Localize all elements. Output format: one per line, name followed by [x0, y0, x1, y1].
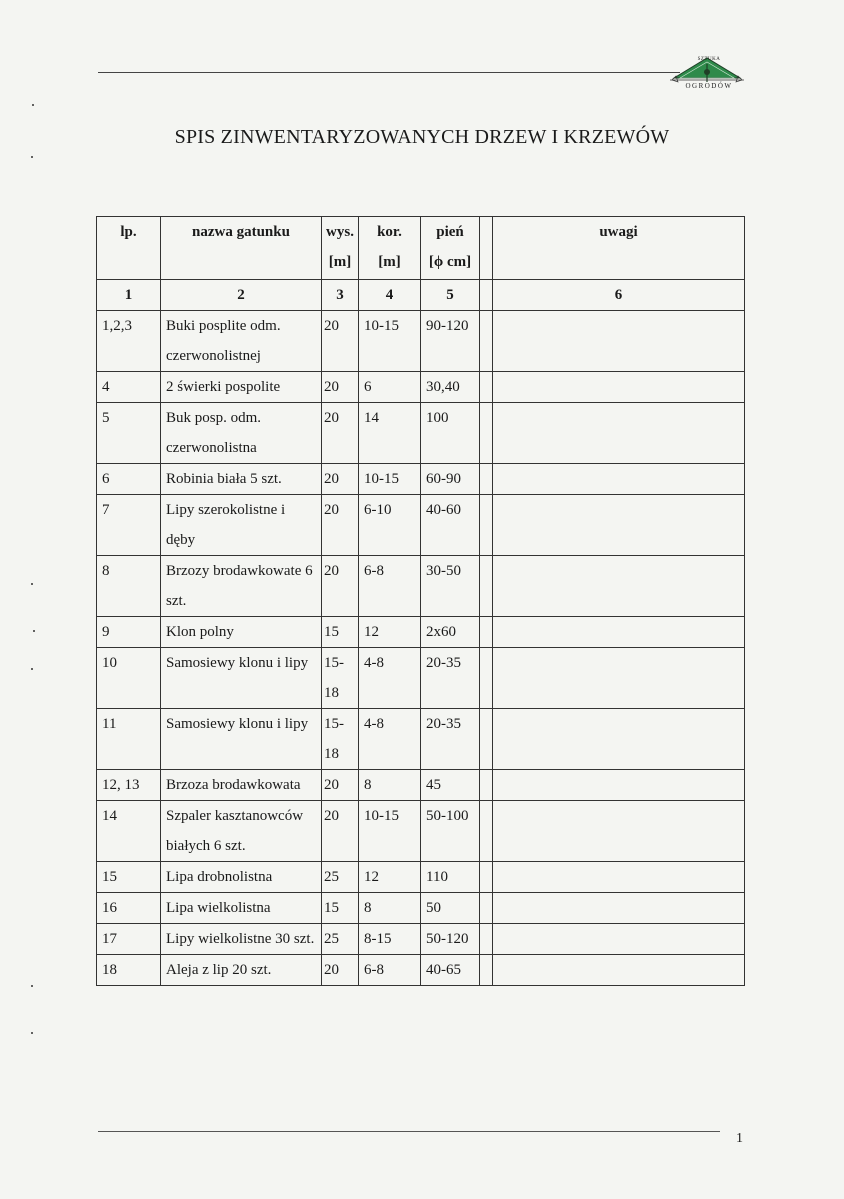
cell-crown: 6-8 [359, 955, 421, 986]
cell-species-name: Lipy wielkolistne 30 szt. [161, 924, 322, 955]
cell-trunk: 110 [421, 862, 480, 893]
header-spacer [480, 217, 493, 280]
table-row [97, 311, 745, 372]
cell-species-name: Lipa wielkolistna [161, 893, 322, 924]
cell-crown: 6 [359, 372, 421, 403]
cell-spacer [480, 311, 493, 372]
cell-trunk: 20-35 [421, 648, 480, 709]
cell-species-name: 2 świerki pospolite [161, 372, 322, 403]
cell-spacer [480, 709, 493, 770]
cell-species-name: Klon polny [161, 617, 322, 648]
scan-speck [31, 583, 33, 585]
scan-speck [31, 1032, 33, 1034]
logo-caption: OGRODÓW [685, 82, 733, 90]
cell-crown: 6-10 [359, 495, 421, 556]
scan-speck [31, 985, 33, 987]
cell-species-name: Brzozy brodawkowate 6 szt. [161, 556, 322, 617]
cell-crown: 12 [359, 862, 421, 893]
cell-lp: 11 [97, 709, 161, 770]
col-num-1: 1 [97, 280, 161, 311]
col-num-2: 2 [161, 280, 322, 311]
cell-trunk: 50-120 [421, 924, 480, 955]
cell-spacer [480, 648, 493, 709]
cell-height: 15-18 [322, 648, 359, 709]
cell-lp: 12, 13 [97, 770, 161, 801]
cell-spacer [480, 403, 493, 464]
table-row [97, 648, 745, 709]
table-row [97, 617, 745, 648]
document-title: SPIS ZINWENTARYZOWANYCH DRZEW I KRZEWÓW [174, 126, 670, 148]
cell-lp: 18 [97, 955, 161, 986]
cell-notes [493, 372, 745, 403]
cell-height: 25 [322, 924, 359, 955]
col-num-4: 4 [359, 280, 421, 311]
cell-lp: 15 [97, 862, 161, 893]
cell-species-name: Brzoza brodawkowata [161, 770, 322, 801]
table-row [97, 372, 745, 403]
logo-top-text: SZTUKA [697, 57, 721, 62]
cell-lp: 6 [97, 464, 161, 495]
table-row [97, 801, 745, 862]
header-name: nazwa gatunku [161, 217, 322, 280]
cell-height: 20 [322, 770, 359, 801]
cell-trunk: 30-50 [421, 556, 480, 617]
cell-trunk: 45 [421, 770, 480, 801]
table-row [97, 770, 745, 801]
inventory-table [96, 216, 745, 986]
cell-height: 20 [322, 403, 359, 464]
cell-spacer [480, 862, 493, 893]
cell-spacer [480, 955, 493, 986]
cell-height: 20 [322, 311, 359, 372]
header-notes: uwagi [493, 217, 745, 280]
cell-notes [493, 862, 745, 893]
cell-lp: 5 [97, 403, 161, 464]
scan-speck [31, 156, 33, 158]
cell-species-name: Robinia biała 5 szt. [161, 464, 322, 495]
cell-crown: 8 [359, 893, 421, 924]
cell-trunk: 40-60 [421, 495, 480, 556]
cell-spacer [480, 464, 493, 495]
cell-lp: 16 [97, 893, 161, 924]
table-row [97, 556, 745, 617]
cell-lp: 9 [97, 617, 161, 648]
cell-spacer [480, 372, 493, 403]
cell-spacer [480, 617, 493, 648]
cell-crown: 10-15 [359, 801, 421, 862]
cell-notes [493, 801, 745, 862]
col-num-spacer [480, 280, 493, 311]
table-row [97, 403, 745, 464]
header-rule [98, 72, 680, 73]
cell-spacer [480, 770, 493, 801]
table-row [97, 862, 745, 893]
cell-trunk: 90-120 [421, 311, 480, 372]
table-row [97, 495, 745, 556]
col-num-6: 6 [493, 280, 745, 311]
cell-crown: 12 [359, 617, 421, 648]
cell-trunk: 40-65 [421, 955, 480, 986]
cell-lp: 17 [97, 924, 161, 955]
col-num-3: 3 [322, 280, 359, 311]
header-row [97, 217, 745, 280]
footer-rule [98, 1131, 720, 1132]
header-crown: kor. [m] [359, 217, 421, 280]
cell-notes [493, 955, 745, 986]
cell-crown: 4-8 [359, 648, 421, 709]
cell-lp: 1,2,3 [97, 311, 161, 372]
cell-species-name: Buk posp. odm. czerwonolistna [161, 403, 322, 464]
cell-crown: 8 [359, 770, 421, 801]
cell-height: 15 [322, 893, 359, 924]
scan-speck [31, 668, 33, 670]
cell-notes [493, 556, 745, 617]
cell-trunk: 30,40 [421, 372, 480, 403]
cell-trunk: 20-35 [421, 709, 480, 770]
cell-species-name: Buki posplite odm. czerwonolistnej [161, 311, 322, 372]
table-row [97, 955, 745, 986]
cell-species-name: Lipy szerokolistne i dęby [161, 495, 322, 556]
cell-height: 20 [322, 801, 359, 862]
cell-spacer [480, 924, 493, 955]
cell-notes [493, 403, 745, 464]
cell-height: 15-18 [322, 709, 359, 770]
cell-height: 20 [322, 495, 359, 556]
cell-height: 20 [322, 372, 359, 403]
cell-trunk: 60-90 [421, 464, 480, 495]
cell-trunk: 100 [421, 403, 480, 464]
cell-notes [493, 709, 745, 770]
cell-height: 20 [322, 556, 359, 617]
cell-notes [493, 924, 745, 955]
cell-notes [493, 893, 745, 924]
cell-notes [493, 311, 745, 372]
cell-crown: 14 [359, 403, 421, 464]
cell-spacer [480, 801, 493, 862]
table-row [97, 924, 745, 955]
cell-spacer [480, 893, 493, 924]
cell-height: 15 [322, 617, 359, 648]
cell-notes [493, 648, 745, 709]
cell-spacer [480, 556, 493, 617]
table-row [97, 464, 745, 495]
cell-crown: 6-8 [359, 556, 421, 617]
cell-lp: 14 [97, 801, 161, 862]
col-num-5: 5 [421, 280, 480, 311]
cell-notes [493, 770, 745, 801]
cell-species-name: Aleja z lip 20 szt. [161, 955, 322, 986]
scan-speck [32, 104, 34, 106]
cell-lp: 8 [97, 556, 161, 617]
cell-height: 20 [322, 464, 359, 495]
cell-trunk: 50 [421, 893, 480, 924]
cell-lp: 7 [97, 495, 161, 556]
cell-species-name: Samosiewy klonu i lipy [161, 709, 322, 770]
cell-lp: 10 [97, 648, 161, 709]
cell-crown: 10-15 [359, 311, 421, 372]
cell-notes [493, 617, 745, 648]
header-lp: lp. [97, 217, 161, 280]
cell-species-name: Samosiewy klonu i lipy [161, 648, 322, 709]
cell-lp: 4 [97, 372, 161, 403]
cell-trunk: 50-100 [421, 801, 480, 862]
cell-height: 25 [322, 862, 359, 893]
cell-species-name: Szpaler kasztanowców białych 6 szt. [161, 801, 322, 862]
cell-species-name: Lipa drobnolistna [161, 862, 322, 893]
column-number-row [97, 280, 745, 311]
cell-notes [493, 495, 745, 556]
scan-speck [33, 630, 35, 632]
cell-crown: 10-15 [359, 464, 421, 495]
cell-spacer [480, 495, 493, 556]
page-number: 1 [736, 1131, 743, 1146]
header-height: wys. [m] [322, 217, 359, 280]
cell-trunk: 2x60 [421, 617, 480, 648]
cell-crown: 8-15 [359, 924, 421, 955]
cell-crown: 4-8 [359, 709, 421, 770]
table-row [97, 709, 745, 770]
cell-notes [493, 464, 745, 495]
table-row [97, 893, 745, 924]
cell-height: 20 [322, 955, 359, 986]
header-trunk: pień [ϕ cm] [421, 217, 480, 280]
